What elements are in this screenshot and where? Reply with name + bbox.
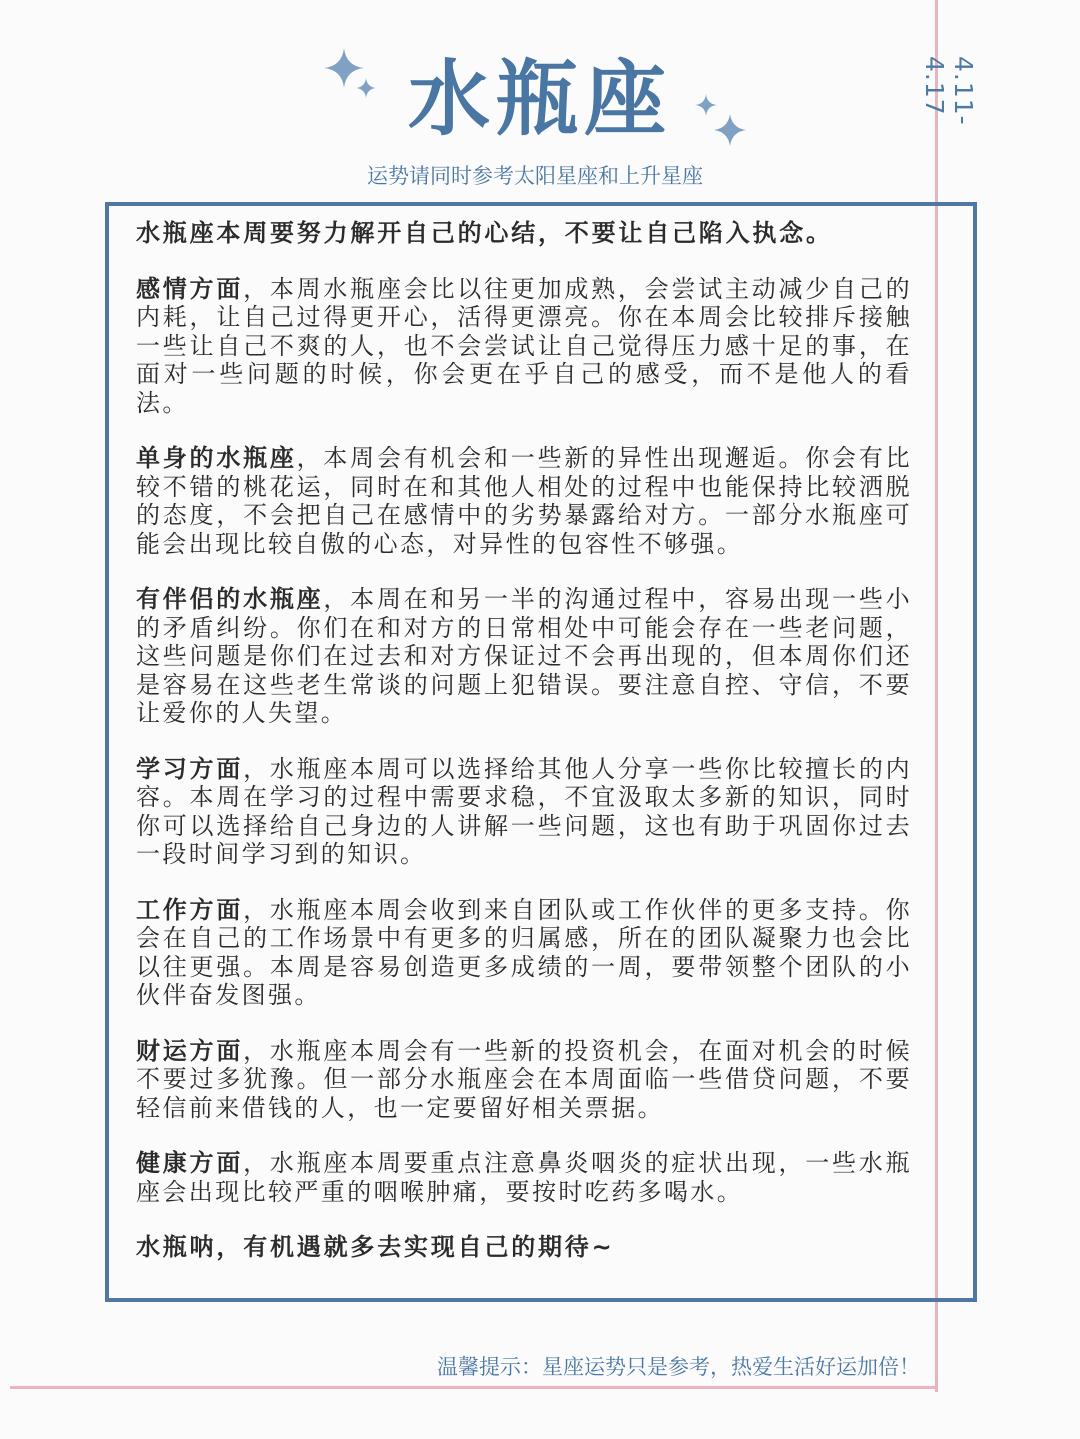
pink-horizontal-line [10,1386,938,1389]
sparkle-icon [692,92,748,150]
section-health [136,1149,912,1206]
section-partnered [136,585,912,728]
section-work [136,896,912,1010]
section-text: ，水瓶座本周可以选择给其他人分享一些你比较擅长的内容。本周在学习的过程中需要求稳，不宜汲取太多新的知识，同时你可以选择给自己身边的人讲解一些问题，这也有助于巩固你过去一段时间学习到的知识。 [136,754,912,868]
section-heading: 单身的水瓶座 [136,444,297,472]
date-range: 4.11-4.17 [920,56,978,126]
closing-paragraph: 水瓶呐，有机遇就多去实现自己的期待~ [136,1233,615,1261]
sparkle-large-icon [324,48,364,88]
footer-tip: 温馨提示：星座运势只是参考，热爱生活好运加倍！ [437,1355,920,1379]
intro-paragraph: 水瓶座本周要努力解开自己的心结，不要让自己陷入执念。 [136,219,833,247]
section-love [136,275,912,418]
sparkle-large-icon [714,114,746,146]
section-heading: 财运方面 [136,1036,244,1065]
section-text: ，水瓶座本周要重点注意鼻炎咽炎的症状出现，一些水瓶座会出现比较严重的咽喉肿痛，要按时吃药多喝水。 [136,1149,912,1206]
section-heading: 学习方面 [136,754,244,783]
section-heading: 感情方面 [136,274,244,303]
section-heading: 工作方面 [136,895,244,924]
section-wealth [136,1037,912,1123]
section-text: ，本周水瓶座会比以往更加成熟，会尝试主动减少自己的内耗，让自己过得更开心，活得更漂亮。你在本周会比较排斥接触一些让自己不爽的人，也不会尝试让自己觉得压力感十足的事，在面对一些问题的时候，你会更在乎自己的感受，而不是他人的看法。 [136,274,912,417]
section-heading: 健康方面 [136,1149,244,1177]
sparkle-icon [322,48,380,106]
section-single [136,444,912,558]
section-text: ，本周会有机会和一些新的异性出现邂逅。你会有比较不错的桃花运，同时在和其他人相处的过程中也能保持比较洒脱的态度，不会把自己在感情中的劣势暴露给对方。一部分水瓶座可能会出现比较自傲的心态，对异性的包容性不够强。 [136,444,913,558]
subtitle: 运势请同时参考太阳星座和上升星座 [367,164,703,188]
sparkle-small-icon [356,78,376,98]
section-text: ，水瓶座本周会有一些新的投资机会，在面对机会的时候不要过多犹豫。但一部分水瓶座会在本周面临一些借贷问题，不要轻信前来借钱的人，也一定要留好相关票据。 [136,1036,912,1122]
section-study [136,755,912,869]
article-body [136,219,912,1289]
section-text: ，水瓶座本周会收到来自团队或工作伙伴的更多支持。你会在自己的工作场景中有更多的归属感，所在的团队凝聚力也会比以往更强。本周是容易创造更多成绩的一周，要带领整个团队的小伙伴奋发图强。 [136,895,912,1009]
page-title: 水瓶座 [407,52,672,147]
section-text: ，本周在和另一半的沟通过程中，容易出现一些小的矛盾纠纷。你们在和对方的日常相处中可能会存在一些老问题，这些问题是你们在过去和对方保证过不会再出现的，但本周你们还是容易在这些老生常谈的问题上犯错误。要注意自控、守信，不要让爱你的人失望。 [136,585,912,727]
section-heading: 有伴侣的水瓶座 [136,585,324,613]
